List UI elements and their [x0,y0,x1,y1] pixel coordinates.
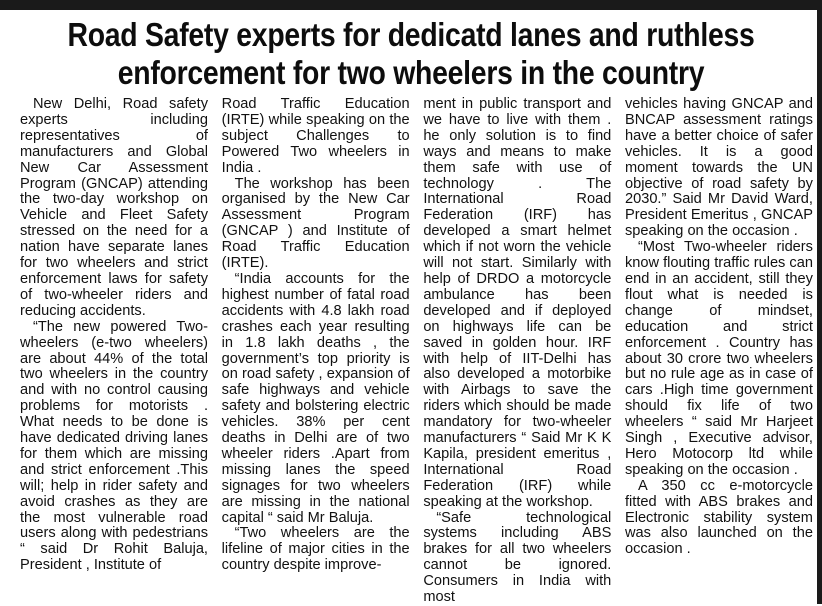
column-1 [20,97,208,602]
column-4 [625,97,813,602]
article-body [20,96,813,606]
column-2 [222,97,410,602]
headline-line-1: Road Safety experts for dedicatd lanes and ruthless [67,16,755,53]
headline [58,16,765,92]
right-border [817,0,822,604]
paragraph-continued: ment in public transport and we have to live with them . he only solution is to find ways and means to make them safe with use of technology . The International Road Federation (IRF) has developed a smart helmet which if not worn the vehicle will not start. Similarly with help of DRDO a motorcycle ambulance has been developed and if deployed on highways life can be saved in golden hour. IRF with help of IIT-Delhi has also developed a motorbike with Airbags to save the riders which should be made mandatory for two-wheeler manufacturers “ Said Mr K K Kapila, president emeritus , International Road Federation (IRF) while speaking at the workshop. [423,96,612,510]
top-border [0,0,822,10]
paragraph: “Most Two-wheeler riders know flouting traffic rules can end in an accident, still they flout what is needed is change of mindset, education and strict enforcement . Country has about 30 crore two wheelers but no rule age as in case of cars .High time government should fix life of two wheelers “ said Mr Harjeet Singh , Executive advisor, Hero Motocorp ltd while speaking on the occasion . [624,239,813,478]
paragraph-continued: vehicles having GNCAP and BNCAP assessment ratings have a better choice of safer vehicles. It is a good moment towards the UN objective of road safety by 2030.” Said Mr David Ward, President Emeritus , GNCAP speaking on the occasion . [624,96,813,240]
paragraph-continued: Road Traffic Education (IRTE) while speaking on the subject Challenges to Powered Two wheelers in India . [221,96,410,176]
paragraph: “Two wheelers are the lifeline of major cities in the country despite improve- [221,525,410,574]
paragraph: “India accounts for the highest number of fatal road accidents with 4.8 lakh road crashes each year resulting in 1.8 lakh deaths , the government’s top priority is on road safety , expansion of safe highways and vehicle safety and bolstering electric vehicles. 38% per cent deaths in Delhi are of two wheeler riders .Apart from missing lanes the speed signages for two wheelers are missing in the national capital “ said Mr Baluja. [221,270,410,526]
column-3 [423,96,612,606]
paragraph: “Safe technological systems including ABS brakes for all two wheelers cannot be ignored. Consumers in India with most [423,509,612,606]
paragraph: A 350 cc e-motorcycle fitted with ABS brakes and Electronic stability system was also launched on the occasion . [624,477,813,558]
paragraph: “The new powered Two-wheelers (e-two wheelers) are about 44% of the total two wheelers in the country and with no control causing problems for motorists . What needs to be done is have dedicated driving lanes for them which are missing and strict enforcement .This will; help in rider safety and avoid crashes as they are the most vulnerable road users along with pedestrians “ said Dr Rohit Baluja, President , Institute of [20,318,208,574]
paragraph: New Delhi, Road safety experts including representatives of manufacturers and Global New Car Assessment Program (GNCAP) attending the two-day workshop on Vehicle and Fleet Safety stressed on the need for a nation have separate lanes for two wheelers and strict enforcement laws for safety of two-wheeler riders and reducing accidents. [20,96,208,319]
paragraph: The workshop has been organised by the New Car Assessment Program (GNCAP ) and Institute of Road Traffic Education (IRTE). [221,175,410,272]
headline-line-2: enforcement for two wheelers in the country [117,54,705,91]
